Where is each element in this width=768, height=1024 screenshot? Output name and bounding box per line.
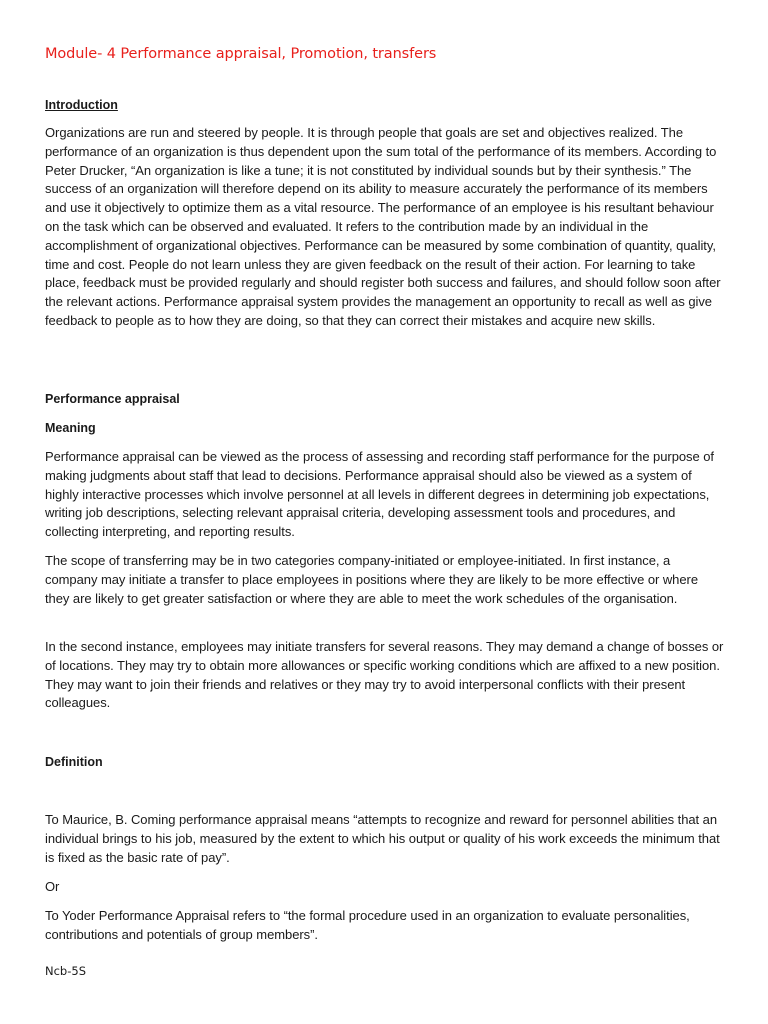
second-instance-paragraph: In the second instance, employees may initiate transfers for several reasons. They may demand a change of bosses or of locations. They may try to obtain more allowances or specific working conditions which are affixed to a new position. They may want to join their friends and relatives or they may try to avoid interpersonal conflicts with their present colleagues. [45,639,724,711]
meaning-paragraph: Performance appraisal can be viewed as the process of assessing and recording staff performance for the purpose of making judgments about staff that lead to decisions. Performance appraisal should also be viewed as a system of highly interactive processes which involve personnel at all levels in different degrees in determining job expectations, writing job descriptions, selecting relevant appraisal criteria, developing assessment tools and procedures, and collecting interpreting, and reporting results. [45,449,714,540]
introduction-paragraph: Organizations are run and steered by people. It is through people that goals are set and objectives realized. The performance of an organization is thus dependent upon the sum total of the performance of its members. According to Peter Drucker, “An organization is like a tune; it is not constituted by individual sounds but by their synthesis.” The success of an organization will therefore depend on its ability to measure accurately the performance of its members and use it objectively to optimize them as a vital resource. The performance of an employee is his resultant behaviour on the task which can be observed and evaluated. It refers to the contribution made by an individual in the accomplishment of organizational objectives. Performance can be measured by some combination of quantity, quality, time and cost. People do not learn unless they are given feedback on the result of their action. For learning to take place, feedback must be provided regularly and should register both success and failures, and should follow soon after the relevant actions. Performance appraisal system provides the management an opportunity to recall as well as give feedback to people as to how they are doing, so that they can correct their mistakes and acquire new skills. [45,125,721,328]
module-title: Module- 4 Performance appraisal, Promotion, transfers [45,46,437,62]
or-text: Or [45,879,60,894]
yoder-definition-paragraph: To Yoder Performance Appraisal refers to “the formal procedure used in an organization to evaluate personalities, contributions and potentials of group members”. [45,908,690,942]
performance-appraisal-heading: Performance appraisal [45,392,180,406]
scope-paragraph: The scope of transferring may be in two categories company-initiated or employee-initiated. In first instance, a company may initiate a transfer to place employees in positions where they are likely to be more effective or where they are likely to get greater satisfaction or where they are able to meet the work schedules of the organisation. [45,553,699,606]
meaning-heading: Meaning [45,421,96,435]
maurice-definition-paragraph: To Maurice, B. Coming performance appraisal means “attempts to recognize and reward for personnel abilities that an individual brings to his job, measured by the extent to which his output or quality of his work exceeds the minimum that is fixed as the basic rate of pay”. [45,812,720,865]
definition-heading: Definition [45,755,103,769]
page-footer: Ncb-5S [45,964,86,978]
introduction-heading: Introduction [45,98,118,112]
